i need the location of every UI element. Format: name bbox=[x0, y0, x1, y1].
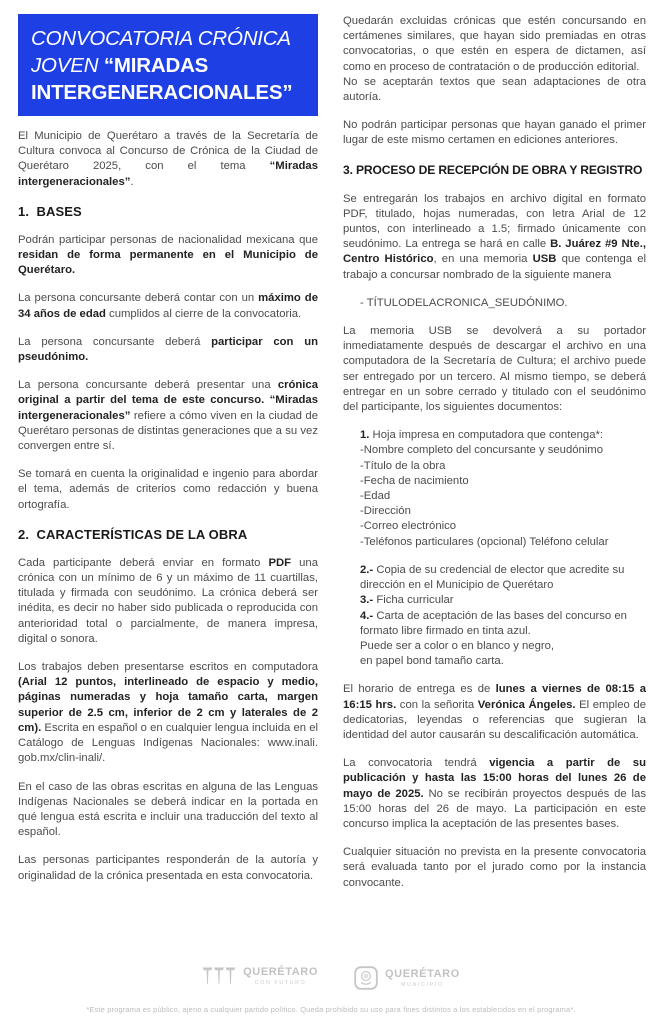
logo-queretaro-con-futuro bbox=[202, 966, 318, 986]
section-heading: 3. PROCESO DE RECEPCIÓN DE OBRA Y REGISTRO bbox=[343, 162, 643, 177]
paragraph: La memoria USB se devolverá a su portador inmediatamente después de descargar el archivo en una computadora de la Secretaría de Cultura; el archivo puede ser entregado por un tercero. Al mismo tiempo, se deberá entregar en un sobre cerrado y titulado con el seudónimo del participante, los siguientes documentos: bbox=[343, 325, 646, 414]
logo-tagline: MUNICIPIO bbox=[401, 981, 444, 988]
logo-name: QUERÉTARO bbox=[243, 966, 318, 978]
paragraph: El Municipio de Querétaro a través de la Secretaría de Cultura convoca al Concurso de Crónica de la Ciudad de Querétaro 2025, con el tema “Miradas intergeneracionales”. bbox=[18, 130, 318, 188]
left-column bbox=[18, 14, 318, 897]
paragraph: Las personas participantes responderán de la autoría y originalidad de la crónica presentada en esta convocatoria. bbox=[18, 854, 318, 882]
paragraph: Se tomará en cuenta la originalidad e ingenio para abordar el tema, además de criterios como redacción y buena ortografía. bbox=[18, 468, 318, 511]
paragraph: El horario de entrega es de lunes a viernes de 08:15 a 16:15 hrs. con la señorita Verónica Ángeles. El empleo de dedicatorias, leyendas o referencias que sugieran la identidad del autor causarán su descalificación automática. bbox=[343, 683, 646, 741]
paragraph: No podrán participar personas que hayan ganado el primer lugar de este mismo certamen en ediciones anteriores. bbox=[343, 119, 646, 147]
fine-print: *Este programa es público, ajeno a cualquier partido político. Queda prohibido su uso para fines distintos a los establecidos en el programa*. bbox=[86, 1005, 576, 1014]
paragraph: En el caso de las obras escritas en alguna de las Lenguas Indígenas Nacionales se deberá indicar en la portada en qué lengua está escrita e incluir una traducción del texto al español. bbox=[18, 780, 318, 839]
logo-text bbox=[243, 966, 318, 986]
paragraph: 1. Hoja impresa en computadora que contenga*: -Nombre completo del concursante y seudónimo -Título de la obra -Fecha de nacimiento -Edad -Dirección -Correo electrónico -Teléfonos particulares (opcional) Teléfono celular bbox=[360, 429, 609, 548]
section-heading: 2. CARACTERÍSTICAS DE LA OBRA bbox=[18, 526, 248, 542]
paragraph: La convocatoria tendrá vigencia a partir de su publicación y hasta las 15:00 horas del lunes 26 de mayo de 2025. No se recibirán proyectos después de las 15:00 horas del 26 de mayo. La participación en este concurso implica la aceptación de las presentes bases. bbox=[343, 757, 646, 830]
logo-name: QUERÉTARO bbox=[385, 968, 460, 981]
paragraph: La persona concursante deberá participar con un pseudónimo. bbox=[18, 335, 318, 364]
logo-tagline: CON FUTURO bbox=[254, 979, 307, 986]
paragraph: Se entregarán los trabajos en archivo digital en formato PDF, titulado, hojas numeradas, con letra Arial de 12 puntos, con interlineado a 1.5; firmado únicamente con seudónimo. La entrega se hará en calle B. Juárez #9 Nte., Centro Histórico, en una memoria USB que contenga el trabajo a concursar nombrado de la siguiente manera bbox=[343, 192, 647, 281]
paragraph: La persona concursante deberá contar con un máximo de 34 años de edad cumplidos al cierre de la convocatoria. bbox=[18, 292, 318, 320]
banner-title: CONVOCATORIA CRÓNICA JOVEN “MIRADAS INTERGENERACIONALES” bbox=[18, 14, 318, 116]
paragraph: Quedarán excluidas crónicas que estén concursando en certámenes similares, que hayan sido premiadas en otras convocatorias, o que estén en espera de dictamen, así como en proceso de contratación o de producción editorial. No se aceptarán textos que sean adaptaciones de otra autoría. bbox=[343, 15, 646, 104]
paragraph: La persona concursante deberá presentar una crónica original a partir del tema de este concurso. “Miradas intergeneracionales” refiere a cómo viven en la ciudad de Querétaro personas de distintas generaciones que a su vez convergen entre sí. bbox=[18, 379, 318, 453]
paragraph: - TÍTULODELACRONICA_SEUDÓNIMO. bbox=[360, 296, 568, 309]
right-column bbox=[343, 14, 646, 904]
paragraph: 2.- Copia de su credencial de elector que acredite su dirección en el Municipio de Querétaro 3.- Ficha curricular 4.- Carta de aceptación de las bases del concurso en formato libre firmado en tinta azul. Puede ser a color o en blanco y negro, en papel bond tamaño carta. bbox=[360, 563, 627, 668]
aqueduct-icon bbox=[202, 967, 236, 985]
footer bbox=[0, 966, 662, 990]
paragraph: Los trabajos deben presentarse escritos en computadora (Arial 12 puntos, interlineado de espacio y medio, páginas numeradas y hoja tamaño carta, margen superior de 2.5 cm, inferior de 2 cm y laterales de 2 cm). Escrita en español o en cualquier lengua incluida en el Catálogo de Lenguas Indígenas Nacionales: www.inali. gob.mx/clin-inali/. bbox=[18, 661, 318, 765]
paragraph: Cada participante deberá enviar en formato PDF una crónica con un mínimo de 6 y un máximo de 11 cuartillas, titulada y firmada con seudónimo. La crónica deberá ser inédita, es decir no haber sido publicada o reproducida con anterioridad total o parcialmente, de manera impresa, digital o sonora. bbox=[18, 556, 318, 645]
paragraph: Podrán participar personas de nacionalidad mexicana que residan de forma permanente en el Municipio de Querétaro. bbox=[18, 233, 318, 277]
paragraph: Cualquier situación no prevista en la presente convocatoria será evaluada tanto por el jurado como por la instancia convocante. bbox=[343, 846, 646, 889]
section-heading: 1. BASES bbox=[18, 203, 82, 219]
municipal-seal-icon bbox=[354, 966, 378, 990]
logo-text bbox=[385, 968, 460, 988]
logo-queretaro-municipio bbox=[354, 966, 460, 990]
